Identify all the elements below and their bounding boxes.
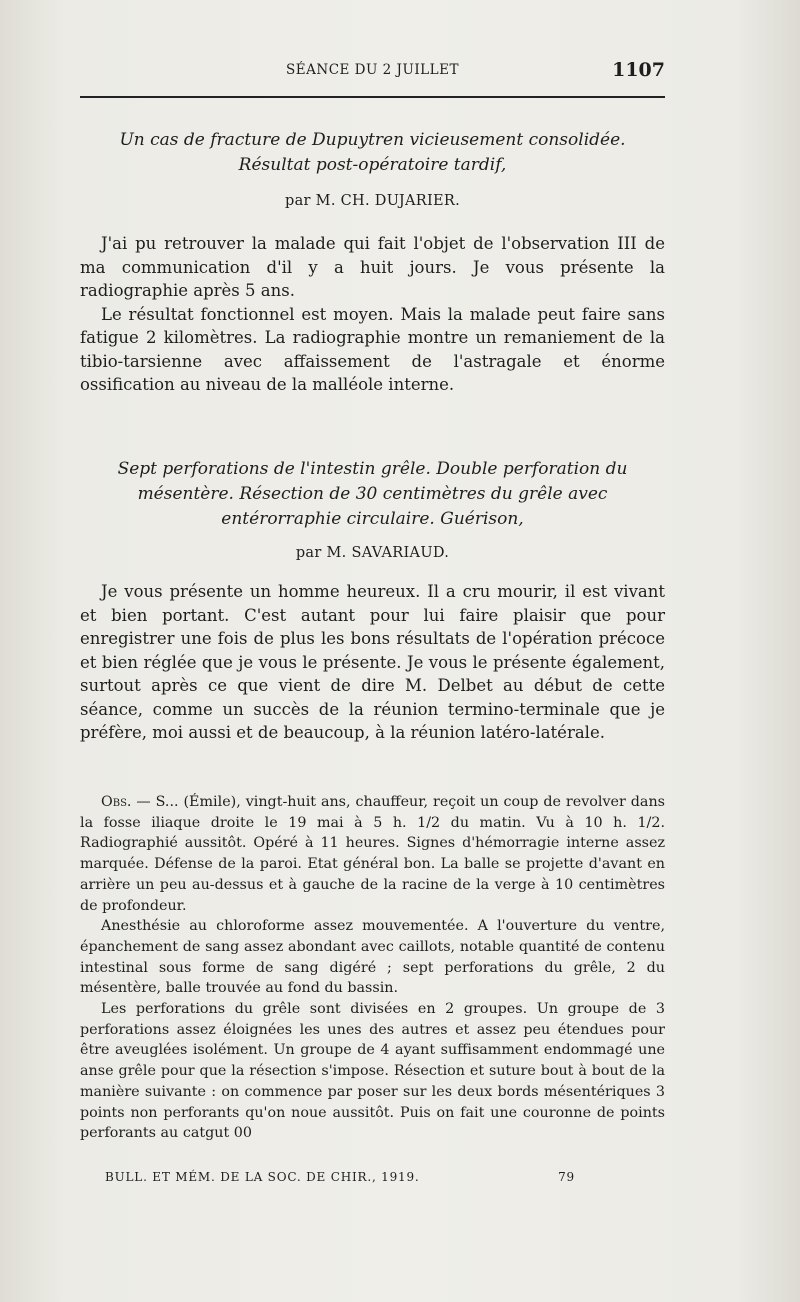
- obs-label: Obs.: [101, 794, 132, 810]
- page-number: 1107: [612, 59, 665, 81]
- article2-byline: par M. SAVARIAUD.: [295, 545, 450, 561]
- article1-title-line1: Un cas de fracture de Dupuytren vicieusement consolidée.: [119, 130, 626, 150]
- page-footer: [105, 1170, 575, 1190]
- article1-paragraph: J'ai pu retrouver la malade qui fait l'objet de l'observation III de ma communication d'il y a huit jours. Je vous présente la radiographie après 5 ans.: [80, 234, 665, 300]
- observation-block: [80, 792, 665, 1144]
- header-rule: [80, 96, 665, 98]
- article1-paragraph: Le résultat fonctionnel est moyen. Mais la malade peut faire sans fatigue 2 kilomètres. La radiographie montre un remaniement de la tibio-tarsienne avec affaissement de l'astragale et énorme ossification au niveau de la malléole interne.: [80, 304, 665, 394]
- article2-title: [80, 457, 665, 532]
- observation-paragraph: Les perforations du grêle sont divisées en 2 groupes. Un groupe de 3 perforations assez éloignées les unes des autres et assez peu étendues pour être aveuglées isolément. Un groupe de 4 ayant suffisamment endommagé une anse grêle pour que la résection s'impose. Résection et suture bout à bout de la manière suivante : on commence par poser sur les deux bords mésentériques 3 points non perforants qu'on noue aussitôt. Puis on fait une couronne de points perforants au catgut 00: [80, 1001, 665, 1142]
- article2-title-line1: Sept perforations de l'intestin grêle. Double perforation du: [117, 459, 628, 479]
- article1-body: [80, 232, 665, 397]
- footer-journal: BULL. ET MÉM. DE LA SOC. DE CHIR., 1919.: [105, 1170, 420, 1184]
- article2-title-line2: mésentère. Résection de 30 centimètres du grêle avec: [137, 484, 608, 504]
- article1-title-line2: Résultat post-opératoire tardif,: [238, 155, 507, 175]
- page-header: [80, 59, 665, 86]
- footer-sheet-number: 79: [558, 1170, 575, 1184]
- running-head: SÉANCE DU 2 JUILLET: [286, 62, 459, 78]
- observation-text: — S... (Émile), vingt-huit ans, chauffeur, reçoit un coup de revolver dans la fosse iliaque droite le 19 mai à 5 h. 1/2 du matin. Vu à 10 h. 1/2. Radiographié aussitôt. Opéré à 11 heures. Signes d'hémorragie interne assez marquée. Défense de la paroi. Etat général bon. La balle se projette d'avant en arrière un peu au-dessus et à gauche de la racine de la verge à 10 centimètres de profondeur.: [80, 794, 665, 914]
- article2-title-line3: entérorraphie circulaire. Guérison,: [221, 509, 524, 529]
- observation-paragraph: [80, 792, 665, 916]
- article2-body: [80, 580, 665, 745]
- article2-paragraph: Je vous présente un homme heureux. Il a cru mourir, il est vivant et bien portant. C'est autant pour lui faire plaisir que pour enregistrer une fois de plus les bons résultats de l'opération précoce et bien réglée que je vous le présente. Je vous le présente également, surtout après ce que vient de dire M. Delbet au début de cette séance, comme un succès de la réunion termino-terminale que je préfère, moi aussi et de beaucoup, à la réunion latéro-latérale.: [80, 582, 665, 742]
- article1-title: [80, 128, 665, 178]
- observation-paragraph: Anesthésie au chloroforme assez mouvementée. A l'ouverture du ventre, épanchement de sang assez abondant avec caillots, notable quantité de contenu intestinal sous forme de sang digéré ; sept perforations du grêle, 2 du mésentère, balle trouvée au fond du bassin.: [80, 918, 665, 997]
- article1-byline: par M. CH. DUJARIER.: [285, 193, 460, 209]
